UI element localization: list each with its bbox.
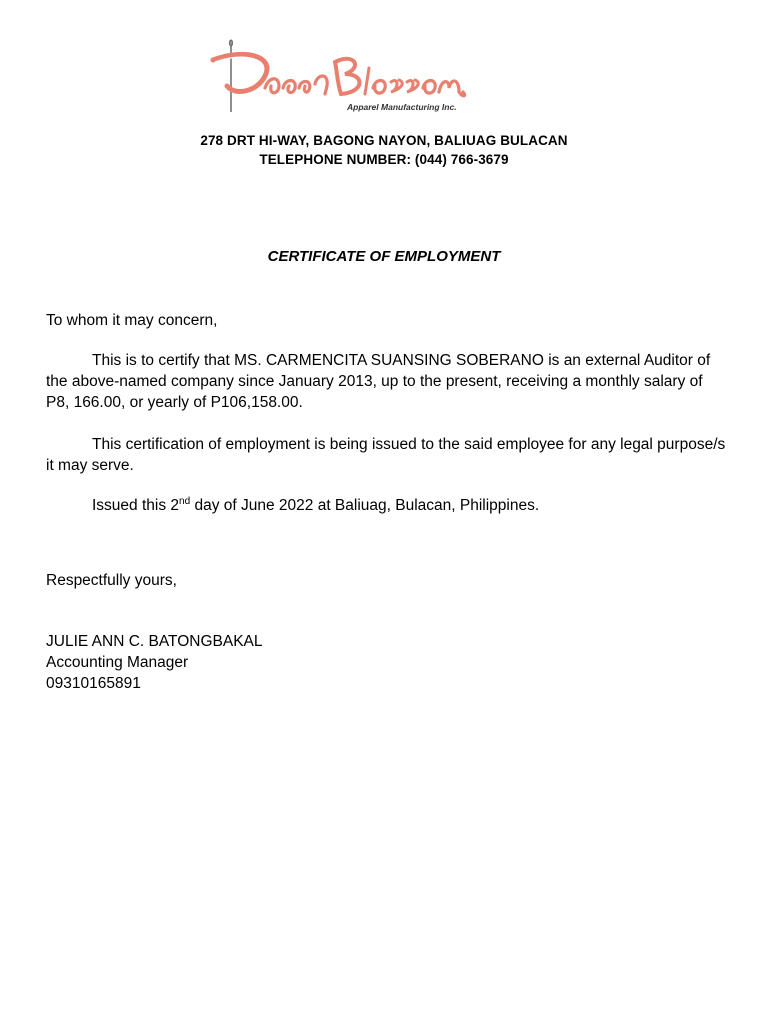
purpose-paragraph: This certification of employment is being issued to the said employee for any legal purpose/s it may serve. [46, 436, 726, 474]
company-address: 278 DRT HI-WAY, BAGONG NAYON, BALIUAG BULACAN [200, 133, 568, 148]
signatory-phone: 09310165891 [46, 675, 141, 692]
ordinal-suffix: nd [179, 495, 191, 507]
logo-subtext: Apparel Manufacturing Inc. [347, 102, 457, 112]
signatory-name: JULIE ANN C. BATONGBAKAL [46, 633, 263, 650]
salutation: To whom it may concern, [46, 312, 218, 329]
issued-text-end: day of June 2022 at Baliuag, Bulacan, Philippines. [190, 497, 540, 514]
issued-text-start: Issued this 2 [92, 497, 180, 514]
company-telephone: TELEPHONE NUMBER: (044) 766-3679 [259, 152, 509, 167]
company-logo [205, 38, 467, 116]
signatory-position: Accounting Manager [46, 654, 189, 671]
peach-blossom-logo-icon [205, 38, 467, 116]
closing: Respectfully yours, [46, 572, 177, 589]
issued-paragraph [46, 495, 726, 516]
document-title: CERTIFICATE OF EMPLOYMENT [267, 248, 501, 265]
certification-paragraph: This is to certify that MS. CARMENCITA SUANSING SOBERANO is an external Auditor of the above-named company since January 2013, up to the present, receiving a monthly salary of P8, 166.00, or yearly of P106,158.00. [46, 352, 711, 411]
